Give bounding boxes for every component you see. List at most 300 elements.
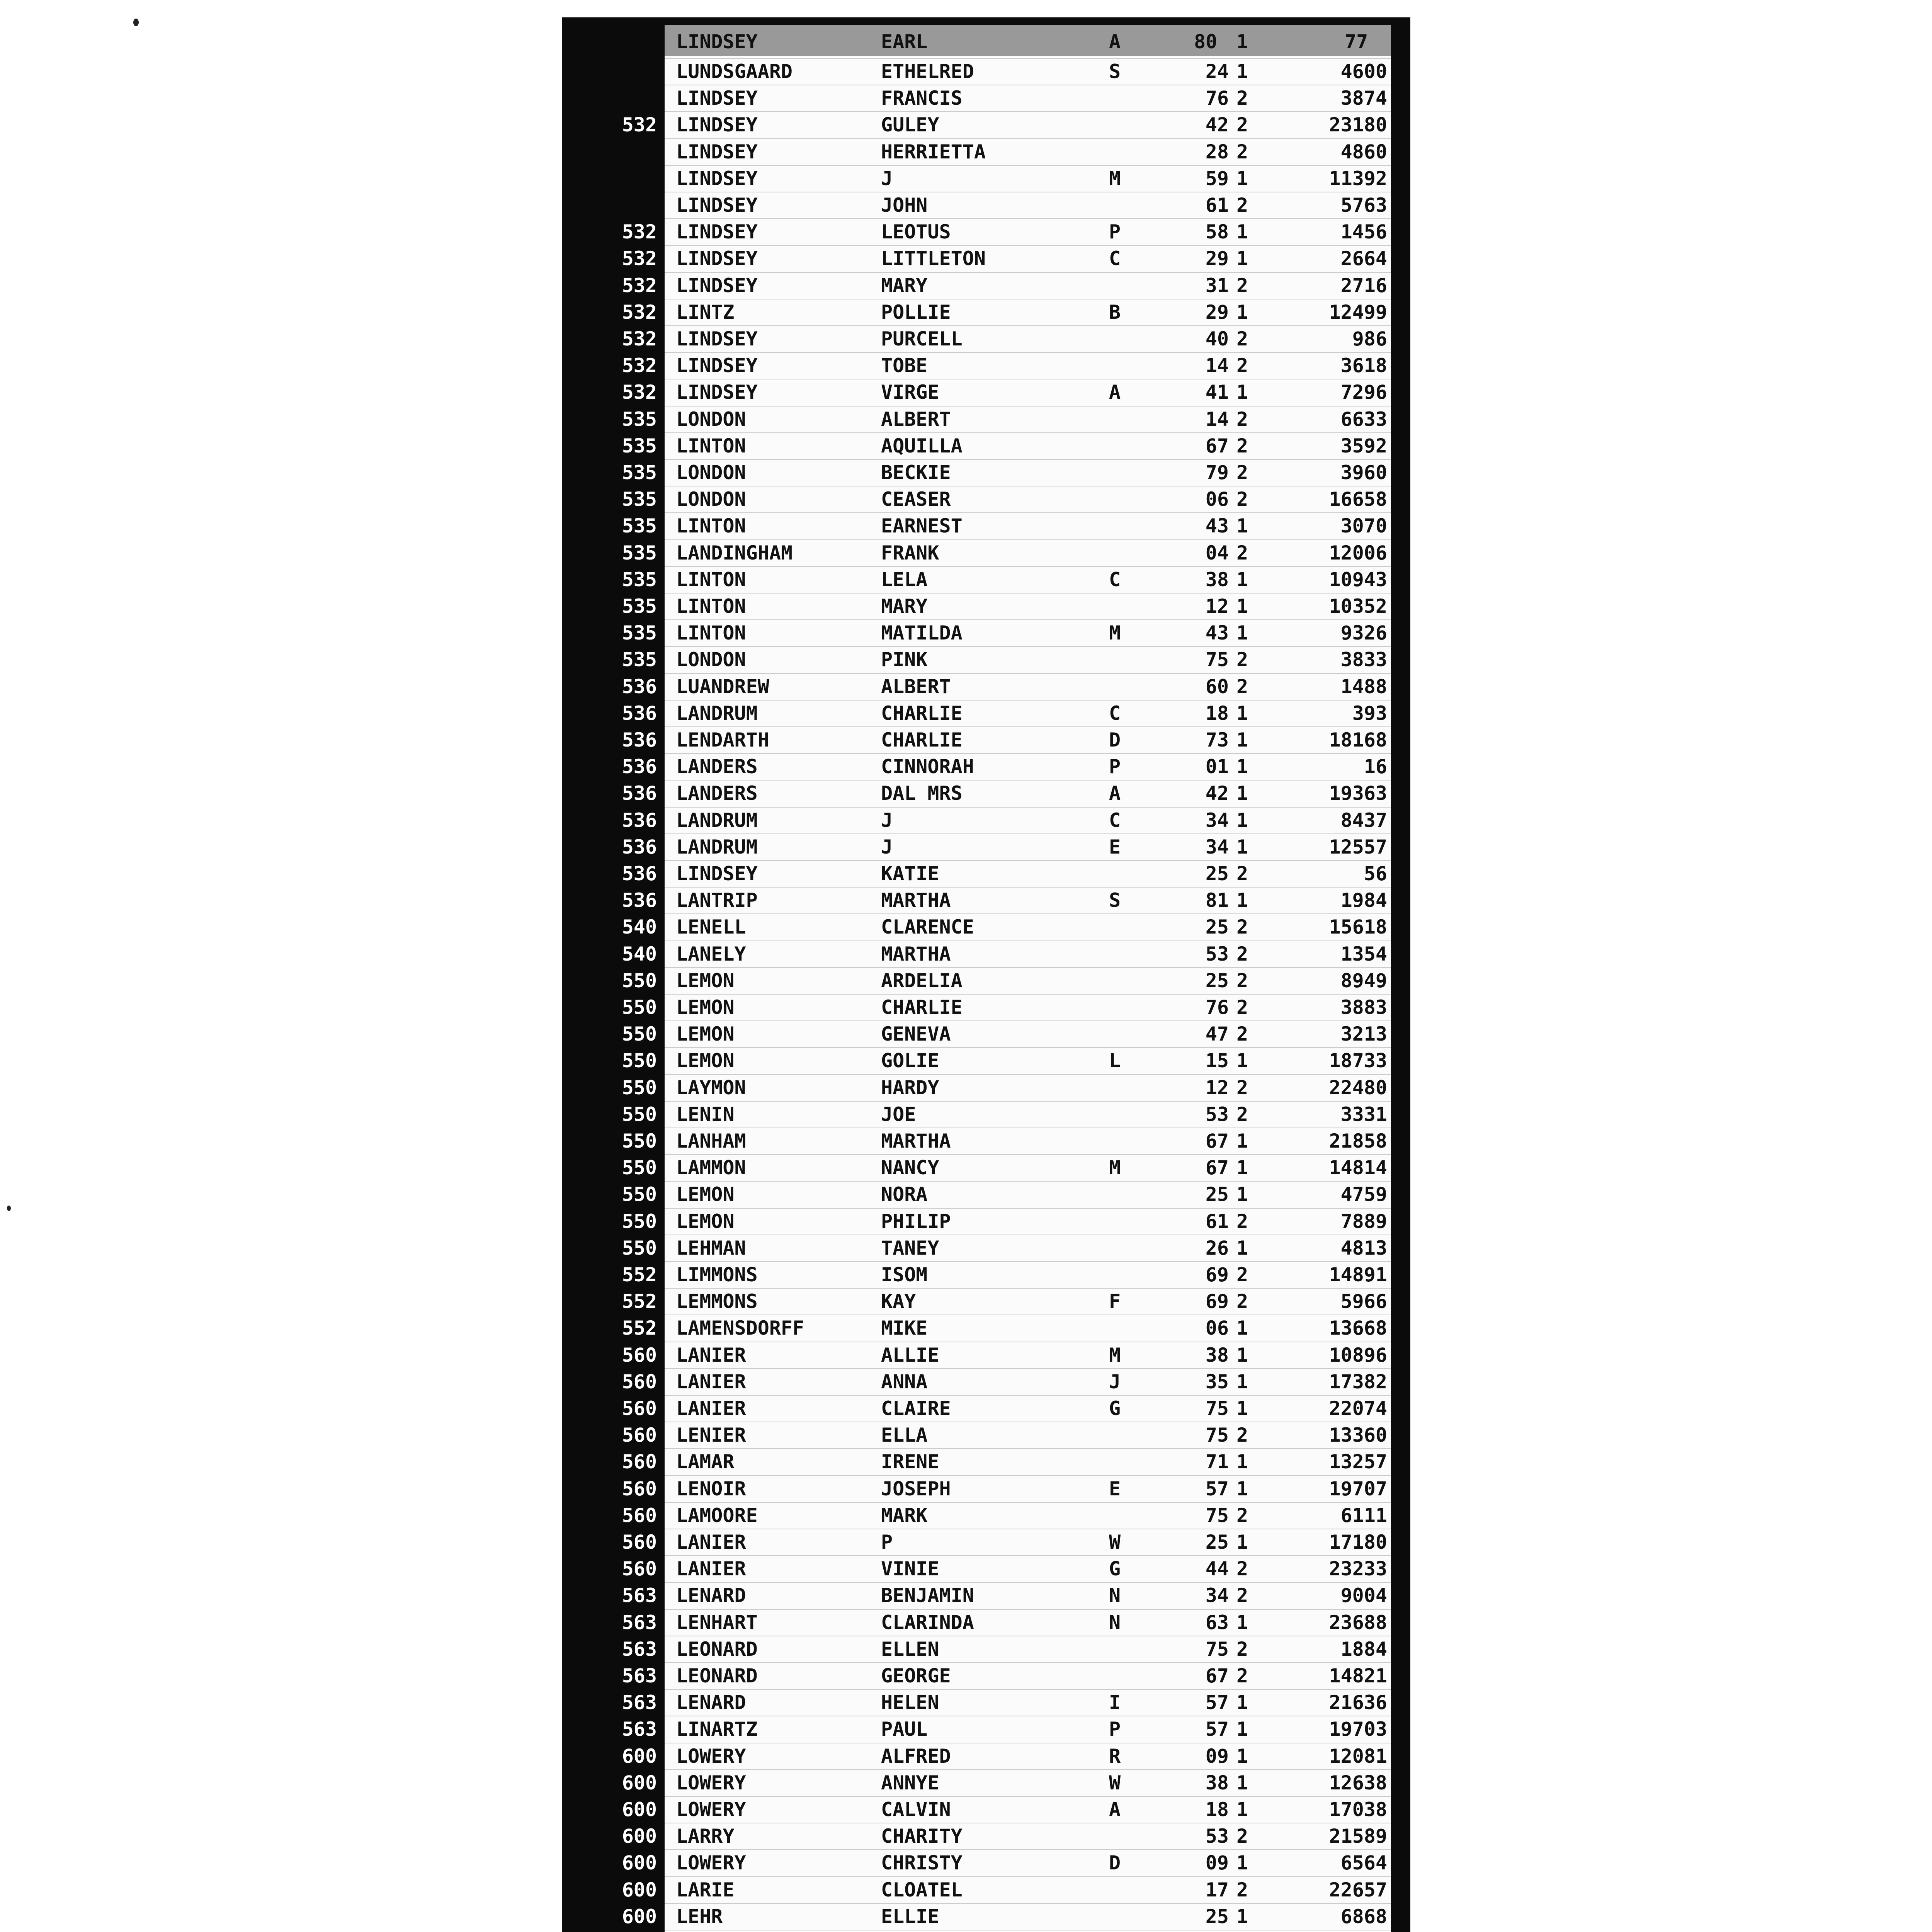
cell-number: 3960 xyxy=(1340,461,1387,484)
record-row xyxy=(665,85,1391,110)
cell-code: 550 xyxy=(622,1049,657,1072)
cell-number: 10943 xyxy=(1329,568,1387,591)
cell-age: 60 xyxy=(1205,675,1229,698)
row-rule xyxy=(665,566,1391,567)
row-rule xyxy=(665,432,1391,433)
cell-surname: LUNDSGAARD xyxy=(676,60,793,83)
record-row xyxy=(665,58,1391,83)
cell-age: 14 xyxy=(1205,408,1229,430)
cell-code: 550 xyxy=(622,1236,657,1259)
cell-age: 42 xyxy=(1205,114,1229,136)
cell-number: 4813 xyxy=(1340,1236,1387,1259)
cell-code: 563 xyxy=(622,1638,657,1660)
cell-surname: LENIN xyxy=(676,1103,735,1126)
cell-surname: LENOIR xyxy=(676,1477,746,1500)
cell-surname: LANDRUM xyxy=(676,702,758,724)
cell-given: CEASER xyxy=(881,488,951,511)
cell-code: 560 xyxy=(622,1477,657,1500)
cell-age: 75 xyxy=(1205,1504,1229,1527)
cell-given: MATILDA xyxy=(881,622,963,645)
cell-sex: 2 xyxy=(1236,1103,1248,1126)
cell-sex: 1 xyxy=(1236,301,1248,323)
cell-initial: W xyxy=(1109,1771,1121,1794)
cell-age: 18 xyxy=(1205,702,1229,724)
record-row xyxy=(622,1689,1391,1714)
cell-age: 67 xyxy=(1205,1665,1229,1687)
cell-sex: 2 xyxy=(1236,916,1248,939)
cell-given: CINNORAH xyxy=(881,755,974,778)
record-row xyxy=(622,1716,1391,1741)
cell-sex: 2 xyxy=(1236,1504,1248,1527)
record-row xyxy=(622,1422,1391,1447)
cell-surname: LINARTZ xyxy=(676,1718,758,1741)
cell-sex: 2 xyxy=(1236,1638,1248,1660)
cell-sex: 2 xyxy=(1236,1825,1248,1848)
cell-age: 09 xyxy=(1205,1852,1229,1874)
record-row xyxy=(622,726,1391,752)
cell-given: GEORGE xyxy=(881,1665,951,1687)
cell-surname: LARRY xyxy=(676,1825,735,1848)
cell-code: 563 xyxy=(622,1665,657,1687)
cell-number: 4600 xyxy=(1340,60,1387,83)
cell-given: MARY xyxy=(881,274,928,297)
cell-age: 76 xyxy=(1205,87,1229,110)
record-row xyxy=(665,138,1391,164)
cell-number: 3883 xyxy=(1340,996,1387,1019)
cell-surname: LENIER xyxy=(676,1424,746,1447)
cell-surname: LEMON xyxy=(676,996,735,1019)
cell-number: 7889 xyxy=(1340,1210,1387,1233)
record-row xyxy=(622,994,1391,1019)
cell-age: 42 xyxy=(1205,782,1229,805)
cell-sex: 1 xyxy=(1236,1236,1248,1259)
cell-number: 5763 xyxy=(1340,194,1387,216)
cell-sex: 1 xyxy=(1236,1370,1248,1393)
record-row xyxy=(622,1154,1391,1180)
cell-number: 3618 xyxy=(1340,354,1387,377)
cell-given: TANEY xyxy=(881,1236,939,1259)
cell-given: CLAIRE xyxy=(881,1397,951,1420)
cell-code: 560 xyxy=(622,1451,657,1473)
cell-age: 53 xyxy=(1205,1825,1229,1848)
row-rule xyxy=(665,272,1391,273)
cell-given: ALFRED xyxy=(881,1745,951,1767)
cell-age: 71 xyxy=(1205,1451,1229,1473)
cell-sex: 1 xyxy=(1236,1156,1248,1179)
cell-code: 550 xyxy=(622,1076,657,1099)
cell-number: 1456 xyxy=(1340,221,1387,243)
cell-surname: LOWERY xyxy=(676,1798,746,1821)
cell-initial: P xyxy=(1109,755,1121,778)
cell-code: 535 xyxy=(622,648,657,671)
cell-surname: LEHR xyxy=(676,1905,723,1928)
cell-number: 1984 xyxy=(1340,889,1387,912)
cell-code: 563 xyxy=(622,1584,657,1607)
cell-code: 600 xyxy=(622,1878,657,1901)
header-number: 77 xyxy=(1345,31,1368,53)
cell-surname: LAMENSDORFF xyxy=(676,1317,804,1340)
cell-code: 536 xyxy=(622,702,657,724)
cell-given: LEOTUS xyxy=(881,221,951,243)
cell-code: 552 xyxy=(622,1290,657,1313)
cell-number: 12006 xyxy=(1329,541,1387,564)
record-row xyxy=(622,1582,1391,1607)
cell-code: 532 xyxy=(622,328,657,350)
cell-surname: LEMON xyxy=(676,1210,735,1233)
cell-initial: A xyxy=(1109,381,1121,404)
cell-surname: LEMON xyxy=(676,1049,735,1072)
cell-initial: M xyxy=(1109,622,1121,645)
row-rule xyxy=(665,887,1391,888)
cell-code: 532 xyxy=(622,247,657,270)
cell-number: 4759 xyxy=(1340,1183,1387,1206)
cell-code: 600 xyxy=(622,1771,657,1794)
row-rule xyxy=(665,1555,1391,1556)
cell-surname: LAMMON xyxy=(676,1156,746,1179)
cell-sex: 2 xyxy=(1236,1878,1248,1901)
cell-given: IRENE xyxy=(881,1451,939,1473)
cell-age: 26 xyxy=(1205,1236,1229,1259)
cell-age: 34 xyxy=(1205,835,1229,858)
record-row xyxy=(622,1047,1391,1073)
cell-surname: LINTON xyxy=(676,622,746,645)
cell-number: 21858 xyxy=(1329,1130,1387,1152)
record-row xyxy=(622,1288,1391,1313)
row-rule xyxy=(665,1662,1391,1663)
cell-initial: B xyxy=(1109,301,1121,323)
cell-age: 25 xyxy=(1205,916,1229,939)
cell-sex: 1 xyxy=(1236,1798,1248,1821)
row-rule xyxy=(665,111,1391,112)
cell-code: 550 xyxy=(622,1130,657,1152)
record-row xyxy=(622,619,1391,645)
cell-number: 13668 xyxy=(1329,1317,1387,1340)
cell-age: 69 xyxy=(1205,1290,1229,1313)
row-rule xyxy=(665,512,1391,513)
cell-sex: 1 xyxy=(1236,1611,1248,1634)
cell-number: 12499 xyxy=(1329,301,1387,323)
cell-number: 393 xyxy=(1352,702,1387,724)
cell-sex: 1 xyxy=(1236,1531,1248,1553)
row-rule xyxy=(665,459,1391,460)
cell-sex: 2 xyxy=(1236,1210,1248,1233)
cell-age: 25 xyxy=(1205,969,1229,992)
cell-surname: LAYMON xyxy=(676,1076,746,1099)
header-initial: A xyxy=(1109,31,1121,53)
row-rule xyxy=(665,1903,1391,1904)
cell-given: CLOATEL xyxy=(881,1878,963,1901)
cell-age: 18 xyxy=(1205,1798,1229,1821)
record-row xyxy=(622,1849,1391,1875)
cell-number: 17038 xyxy=(1329,1798,1387,1821)
row-rule xyxy=(665,1020,1391,1021)
cell-given: PINK xyxy=(881,648,928,671)
cell-code: 532 xyxy=(622,301,657,323)
cell-surname: LINTON xyxy=(676,434,746,457)
cell-age: 34 xyxy=(1205,1584,1229,1607)
cell-given: ELLA xyxy=(881,1424,928,1447)
cell-age: 73 xyxy=(1205,729,1229,751)
cell-age: 76 xyxy=(1205,996,1229,1019)
cell-number: 8949 xyxy=(1340,969,1387,992)
cell-given: ANNYE xyxy=(881,1771,939,1794)
cell-number: 23233 xyxy=(1329,1558,1387,1580)
cell-given: POLLIE xyxy=(881,301,951,323)
cell-sex: 1 xyxy=(1236,595,1248,617)
cell-given: KATIE xyxy=(881,862,939,885)
cell-surname: LINTZ xyxy=(676,301,735,323)
cell-surname: LOWERY xyxy=(676,1771,746,1794)
cell-surname: LAMOORE xyxy=(676,1504,758,1527)
record-row xyxy=(622,245,1391,270)
cell-age: 29 xyxy=(1205,301,1229,323)
row-rule xyxy=(665,780,1391,781)
cell-initial: J xyxy=(1109,1370,1121,1393)
cell-number: 14891 xyxy=(1329,1264,1387,1286)
row-rule xyxy=(665,753,1391,754)
cell-age: 34 xyxy=(1205,809,1229,832)
cell-number: 10896 xyxy=(1329,1344,1387,1366)
cell-age: 31 xyxy=(1205,274,1229,297)
cell-number: 6564 xyxy=(1340,1852,1387,1874)
cell-given: MARTHA xyxy=(881,1130,951,1152)
cell-age: 43 xyxy=(1205,622,1229,645)
cell-surname: LENDARTH xyxy=(676,729,769,751)
cell-sex: 2 xyxy=(1236,942,1248,965)
cell-surname: LONDON xyxy=(676,648,746,671)
cell-age: 67 xyxy=(1205,1130,1229,1152)
cell-surname: LENELL xyxy=(676,916,746,939)
cell-given: ALLIE xyxy=(881,1344,939,1366)
cell-code: 550 xyxy=(622,1183,657,1206)
cell-sex: 2 xyxy=(1236,862,1248,885)
record-row xyxy=(622,967,1391,993)
record-row xyxy=(622,539,1391,565)
cell-number: 12638 xyxy=(1329,1771,1387,1794)
cell-surname: LANDRUM xyxy=(676,809,758,832)
cell-sex: 2 xyxy=(1236,408,1248,430)
cell-surname: LANELY xyxy=(676,942,746,965)
cell-code: 600 xyxy=(622,1825,657,1848)
cell-code: 535 xyxy=(622,488,657,511)
record-row xyxy=(622,780,1391,805)
cell-given: NANCY xyxy=(881,1156,939,1179)
cell-code: 550 xyxy=(622,1210,657,1233)
cell-number: 7296 xyxy=(1340,381,1387,404)
cell-code: 600 xyxy=(622,1798,657,1821)
cell-number: 1354 xyxy=(1340,942,1387,965)
header-given: EARL xyxy=(881,31,928,53)
cell-number: 5966 xyxy=(1340,1290,1387,1313)
cell-age: 35 xyxy=(1205,1370,1229,1393)
record-row xyxy=(622,512,1391,538)
record-row xyxy=(622,1368,1391,1394)
row-rule xyxy=(665,726,1391,727)
cell-given: CLARINDA xyxy=(881,1611,974,1634)
cell-surname: LEHMAN xyxy=(676,1236,746,1259)
cell-code: 600 xyxy=(622,1852,657,1874)
row-rule xyxy=(665,1582,1391,1583)
record-row xyxy=(622,1502,1391,1527)
cell-age: 14 xyxy=(1205,354,1229,377)
cell-given: CHARLIE xyxy=(881,702,963,724)
record-row xyxy=(622,700,1391,725)
cell-surname: LINDSEY xyxy=(676,87,758,110)
cell-number: 13360 xyxy=(1329,1424,1387,1447)
cell-code: 600 xyxy=(622,1905,657,1928)
cell-sex: 1 xyxy=(1236,515,1248,537)
row-rule xyxy=(665,58,1391,59)
cell-initial: C xyxy=(1109,702,1121,724)
cell-initial: F xyxy=(1109,1290,1121,1313)
cell-given: CHRISTY xyxy=(881,1852,963,1874)
row-rule xyxy=(665,352,1391,353)
cell-number: 4860 xyxy=(1340,140,1387,163)
cell-age: 75 xyxy=(1205,1397,1229,1420)
cell-given: GULEY xyxy=(881,114,939,136)
cell-code: 550 xyxy=(622,1103,657,1126)
row-rule xyxy=(665,1101,1391,1102)
cell-number: 8437 xyxy=(1340,809,1387,832)
row-rule xyxy=(665,1395,1391,1396)
cell-code: 536 xyxy=(622,729,657,751)
cell-code: 535 xyxy=(622,541,657,564)
cell-given: PURCELL xyxy=(881,328,963,350)
cell-sex: 2 xyxy=(1236,488,1248,511)
row-rule xyxy=(665,1849,1391,1850)
cell-sex: 1 xyxy=(1236,221,1248,243)
cell-age: 28 xyxy=(1205,140,1229,163)
cell-code: 550 xyxy=(622,969,657,992)
cell-surname: LEONARD xyxy=(676,1665,758,1687)
cell-code: 560 xyxy=(622,1424,657,1447)
cell-number: 22657 xyxy=(1329,1878,1387,1901)
cell-given: MARTHA xyxy=(881,942,951,965)
cell-sex: 1 xyxy=(1236,1397,1248,1420)
cell-given: J xyxy=(881,167,893,190)
cell-code: 550 xyxy=(622,996,657,1019)
cell-given: KAY xyxy=(881,1290,916,1313)
cell-given: VIRGE xyxy=(881,381,939,404)
cell-sex: 1 xyxy=(1236,755,1248,778)
cell-number: 21636 xyxy=(1329,1691,1387,1714)
cell-initial: N xyxy=(1109,1584,1121,1607)
record-row xyxy=(622,486,1391,511)
cell-number: 21589 xyxy=(1329,1825,1387,1848)
cell-surname: LINDSEY xyxy=(676,381,758,404)
record-row xyxy=(622,1208,1391,1233)
cell-number: 22074 xyxy=(1329,1397,1387,1420)
cell-surname: LINDSEY xyxy=(676,328,758,350)
cell-given: HERRIETTA xyxy=(881,140,986,163)
record-row xyxy=(622,1261,1391,1287)
cell-initial: E xyxy=(1109,1477,1121,1500)
cell-given: LELA xyxy=(881,568,928,591)
cell-age: 57 xyxy=(1205,1691,1229,1714)
row-rule xyxy=(665,1368,1391,1369)
cell-age: 81 xyxy=(1205,889,1229,912)
cell-code: 563 xyxy=(622,1691,657,1714)
cell-code: 532 xyxy=(622,354,657,377)
cell-surname: LINDSEY xyxy=(676,862,758,885)
cell-initial: C xyxy=(1109,247,1121,270)
cell-code: 535 xyxy=(622,595,657,617)
cell-number: 9004 xyxy=(1340,1584,1387,1607)
cell-number: 1884 xyxy=(1340,1638,1387,1660)
cell-age: 41 xyxy=(1205,381,1229,404)
cell-age: 53 xyxy=(1205,1103,1229,1126)
row-rule xyxy=(665,1689,1391,1690)
cell-initial: S xyxy=(1109,889,1121,912)
cell-age: 61 xyxy=(1205,1210,1229,1233)
cell-age: 75 xyxy=(1205,1638,1229,1660)
cell-sex: 2 xyxy=(1236,1290,1248,1313)
cell-code: 536 xyxy=(622,782,657,805)
record-row xyxy=(622,111,1391,137)
cell-given: BENJAMIN xyxy=(881,1584,974,1607)
row-rule xyxy=(665,994,1391,995)
cell-sex: 1 xyxy=(1236,782,1248,805)
cell-sex: 1 xyxy=(1236,1344,1248,1366)
row-rule xyxy=(665,1796,1391,1797)
cell-code: 535 xyxy=(622,515,657,537)
cell-age: 25 xyxy=(1205,1183,1229,1206)
record-row xyxy=(622,833,1391,859)
header-surname: LINDSEY xyxy=(676,31,758,53)
record-row xyxy=(622,1876,1391,1902)
cell-sex: 1 xyxy=(1236,167,1248,190)
row-rule xyxy=(665,1448,1391,1449)
cell-age: 75 xyxy=(1205,648,1229,671)
cell-surname: LANDRUM xyxy=(676,835,758,858)
cell-age: 57 xyxy=(1205,1718,1229,1741)
cell-age: 67 xyxy=(1205,1156,1229,1179)
cell-sex: 2 xyxy=(1236,541,1248,564)
cell-surname: LENARD xyxy=(676,1691,746,1714)
cell-initial: A xyxy=(1109,1798,1121,1821)
cell-code: 552 xyxy=(622,1317,657,1340)
scan-speck xyxy=(133,19,139,26)
record-row xyxy=(622,860,1391,886)
cell-age: 69 xyxy=(1205,1264,1229,1286)
cell-sex: 2 xyxy=(1236,274,1248,297)
cell-number: 986 xyxy=(1352,328,1387,350)
cell-initial: N xyxy=(1109,1611,1121,1634)
row-rule xyxy=(665,860,1391,861)
cell-given: MIKE xyxy=(881,1317,928,1340)
cell-sex: 1 xyxy=(1236,1130,1248,1152)
cell-age: 25 xyxy=(1205,1905,1229,1928)
cell-given: P xyxy=(881,1531,893,1553)
cell-code: 536 xyxy=(622,755,657,778)
cell-age: 29 xyxy=(1205,247,1229,270)
cell-code: 535 xyxy=(622,568,657,591)
cell-sex: 1 xyxy=(1236,622,1248,645)
cell-sex: 2 xyxy=(1236,328,1248,350)
cell-age: 01 xyxy=(1205,755,1229,778)
cell-surname: LONDON xyxy=(676,461,746,484)
cell-age: 04 xyxy=(1205,541,1229,564)
cell-number: 6111 xyxy=(1340,1504,1387,1527)
cell-initial: I xyxy=(1109,1691,1121,1714)
cell-sex: 2 xyxy=(1236,996,1248,1019)
record-row xyxy=(665,192,1391,217)
cell-code: 535 xyxy=(622,408,657,430)
scan-speck xyxy=(7,1206,11,1211)
cell-surname: LINTON xyxy=(676,568,746,591)
cell-code: 600 xyxy=(622,1745,657,1767)
record-row xyxy=(622,1743,1391,1768)
